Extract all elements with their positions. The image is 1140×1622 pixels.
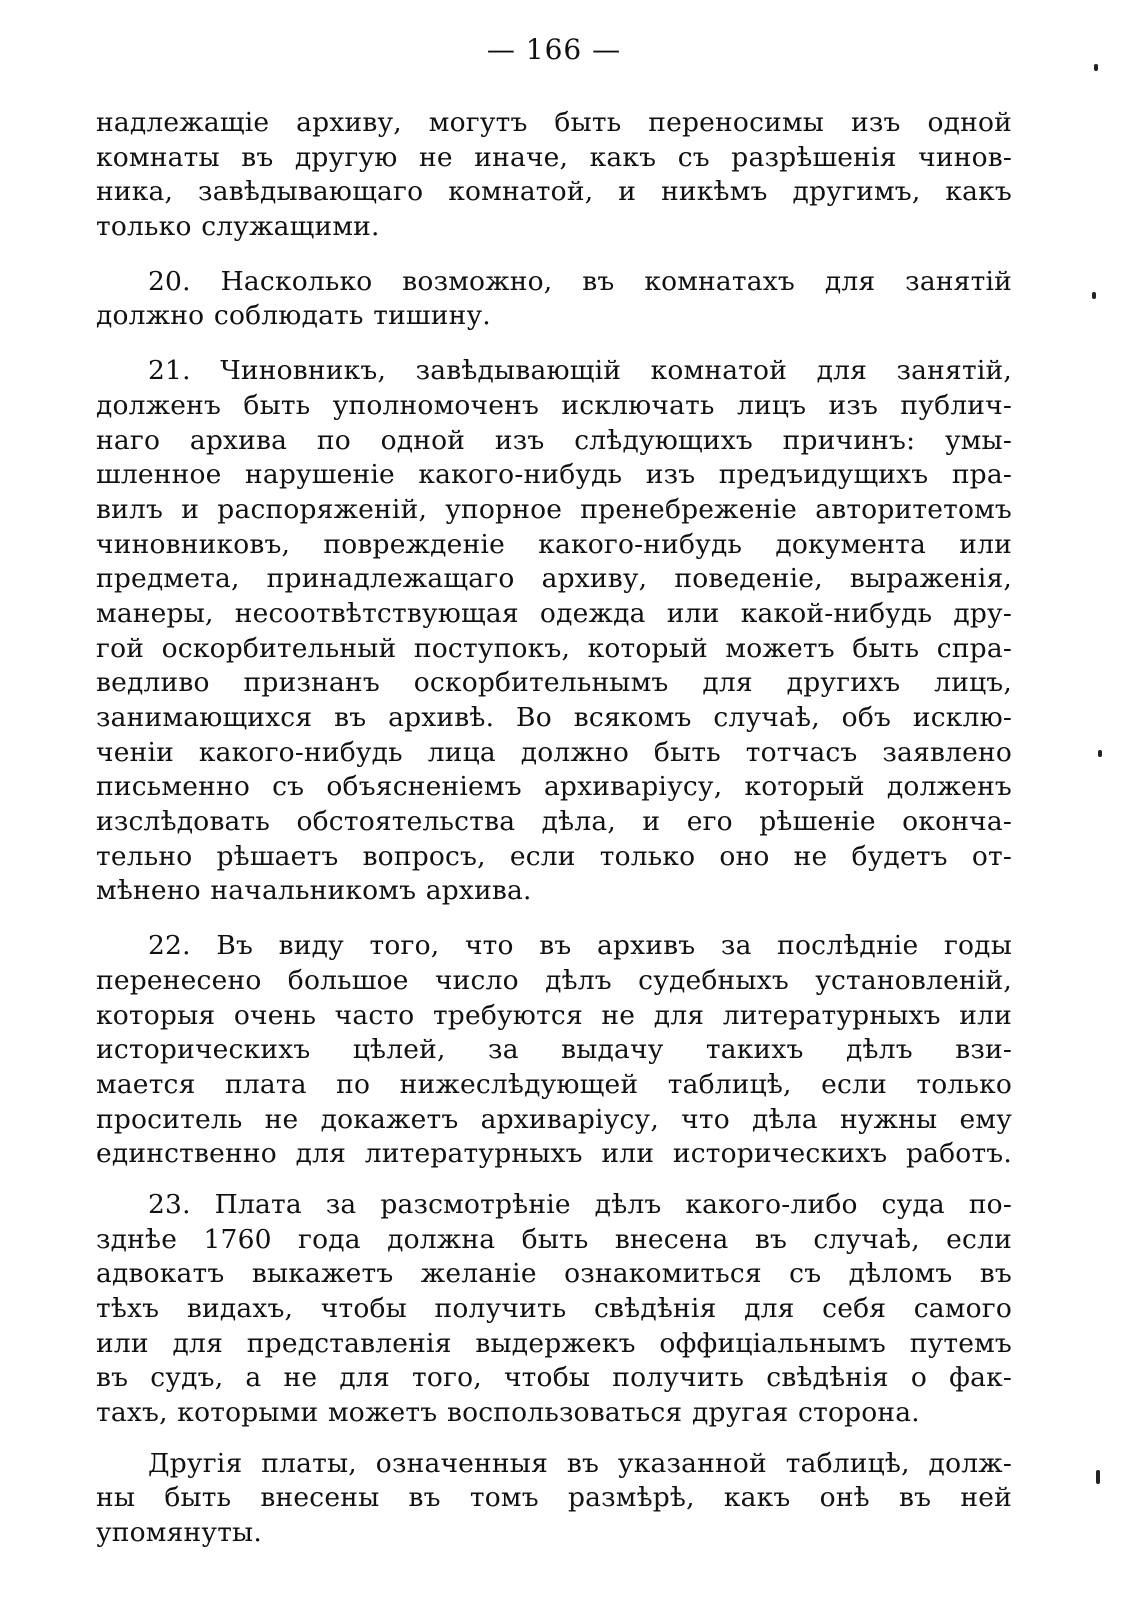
text-line: 23. Плата за разсмотрѣніе дѣлъ какого-либо суда по-: [148, 1188, 1012, 1220]
text-line: 21. Чиновникъ, завѣдывающій комнатой для занятій,: [148, 355, 1012, 387]
paragraph-gap: [96, 1431, 1012, 1447]
text-line: историческихъ цѣлей, за выдачу такихъ дѣлъ взи-: [96, 1034, 1012, 1066]
text-line: проситель не докажетъ архиваріусу, что дѣла нужны ему: [96, 1103, 1012, 1135]
paragraph-21: [96, 354, 1012, 909]
text-line: долженъ быть уполномоченъ исключать лицъ изъ публич-: [96, 389, 1012, 421]
scan-speck: [1092, 292, 1096, 299]
paragraph-gap: [96, 245, 1012, 265]
paragraph-gap: [96, 334, 1012, 354]
text-line: только служащими.: [96, 211, 380, 243]
text-line: наго архива по одной изъ слѣдующихъ причинъ: умы-: [96, 424, 1012, 456]
paragraph-23: [96, 1188, 1012, 1431]
text-line: 22. Въ виду того, что въ архивъ за послѣдніе годы: [148, 930, 1012, 962]
text-line: 20. Насколько возможно, въ комнатахъ для занятій: [148, 265, 1012, 297]
text-line: ны быть внесены въ томъ размѣрѣ, какъ онѣ въ ней: [96, 1482, 1012, 1514]
text-line: зднѣе 1760 года должна быть внесена въ случаѣ, если: [96, 1223, 1012, 1255]
text-line: письменно съ объясненіемъ архиваріусу, который долженъ: [96, 771, 1012, 803]
paragraph-gap: [96, 909, 1012, 929]
page-number: — 166 —: [486, 33, 622, 66]
text-line: тельно рѣшаетъ вопросъ, если только оно не будетъ от-: [96, 840, 1012, 872]
text-line: тѣхъ видахъ, чтобы получить свѣдѣнія для себя самого: [96, 1293, 1012, 1324]
text-line: изслѣдовать обстоятельства дѣла, и его рѣшеніе оконча-: [96, 806, 1012, 838]
text-line: перенесено большое число дѣлъ судебныхъ установленій,: [96, 964, 1012, 996]
text-line: комнаты въ другую не иначе, какъ съ разрѣшенія чинов-: [96, 141, 1012, 173]
text-line: гой оскорбительный поступокъ, который можетъ быть спра-: [96, 632, 1012, 664]
text-line: предмета, принадлежащаго архиву, поведеніе, выраженія,: [96, 563, 1012, 595]
text-line: или для представленія выдержекъ оффиціальнымъ путемъ: [96, 1327, 1012, 1359]
text-line: ченіи какого-нибудь лица должно быть тотчасъ заявлено: [96, 736, 1012, 768]
text-line: вилъ и распоряженій, упорное пренебреженіе авторитетомъ: [96, 493, 1012, 525]
text-line: единственно для литературныхъ или историческихъ работъ.: [96, 1138, 1012, 1170]
text-line: мается плата по нижеслѣдующей таблицѣ, если только: [96, 1068, 1012, 1100]
scan-speck: [1094, 64, 1098, 71]
text-line: должно соблюдать тишину.: [96, 300, 491, 332]
text-line: упомянуты.: [96, 1517, 262, 1549]
text-line: манеры, несоотвѣтствующая одежда или какой-нибудь дру-: [96, 597, 1012, 629]
text-line: чиновниковъ, поврежденіе какого-нибудь документа или: [96, 528, 1012, 560]
scan-speck: [1098, 750, 1102, 757]
paragraph-22: [96, 929, 1012, 1172]
text-line: адвокатъ выкажетъ желаніе ознакомиться съ дѣломъ въ: [96, 1258, 1012, 1290]
paragraph-continuation: [96, 106, 1012, 245]
text-line: занимающихся въ архивѣ. Во всякомъ случаѣ, объ исклю-: [96, 702, 1012, 733]
paragraph-20: [96, 265, 1012, 334]
paragraph-gap: [96, 1172, 1012, 1188]
scan-speck: [1096, 1470, 1100, 1484]
text-line: которыя очень часто требуются не для литературныхъ или: [96, 999, 1012, 1031]
text-line: тахъ, которыми можетъ воспользоваться другая сторона.: [96, 1397, 920, 1429]
text-line: ника, завѣдывающаго комнатой, и никѣмъ другимъ, какъ: [96, 176, 1012, 208]
text-line: Другія платы, означенныя въ указанной таблицѣ, долж-: [148, 1447, 1012, 1479]
paragraph-other-fees: [96, 1447, 1012, 1551]
text-line: шленное нарушеніе какого-нибудь изъ предъидущихъ пра-: [96, 459, 1012, 491]
text-line: надлежащіе архиву, могутъ быть переносимы изъ одной: [96, 107, 1012, 138]
document-page: [96, 30, 1012, 1551]
text-line: ведливо признанъ оскорбительнымъ для другихъ лицъ,: [96, 667, 1012, 699]
text-line: мѣнено начальникомъ архива.: [96, 875, 532, 907]
text-line: въ судъ, а не для того, чтобы получить свѣдѣнія о фак-: [96, 1362, 1012, 1394]
